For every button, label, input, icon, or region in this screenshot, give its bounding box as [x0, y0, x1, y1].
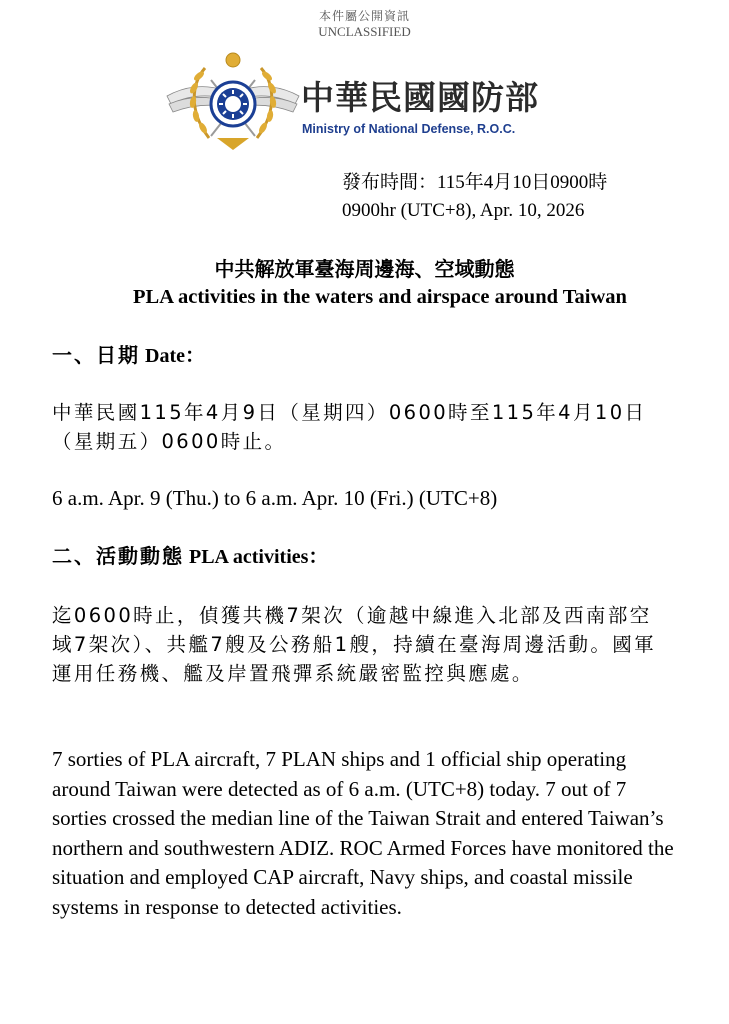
section-date-heading [52, 341, 205, 370]
section-activities-body-en: 7 sorties of PLA aircraft, 7 PLAN ships and 1 official ship operating around Taiwan were detected as of 6 a.m. (UTC+8) today. 7 out of 7 sorties crossed the median line of the Taiwan Strait and entered Taiwan’s northern and southwestern ADIZ. ROC Armed Forces have monitored the situation and employed CAP aircraft, Navy ships, and coastal missile systems in response to detected activities. [52, 747, 674, 919]
release-time-zh: 發布時間：115年4月10日0900時 [342, 172, 608, 193]
section-activities-heading [52, 542, 328, 571]
classification-zh: 本件屬公開資訊 [318, 9, 410, 23]
section-date-body-zh: 中華民國115年4月9日（星期四）0600時至115年4月10日（星期五）0600時止。 [52, 401, 647, 453]
section-date-body-en: 6 a.m. Apr. 9 (Thu.) to 6 a.m. Apr. 10 (Fri.) (UTC+8) [52, 486, 498, 510]
release-time-en: 0900hr (UTC+8), Apr. 10, 2026 [342, 200, 585, 221]
document-title-zh: 中共解放軍臺海周邊海、空域動態 [214, 257, 515, 281]
ministry-name-en: Ministry of National Defense, R.O.C. [302, 122, 516, 136]
classification-en: UNCLASSIFIED [318, 24, 411, 39]
section-activities-heading-zh: 二、活動動態 [52, 544, 184, 568]
ministry-name-zh: 中華民國國防部 [301, 78, 539, 117]
ministry-of-national-defense-emblem-icon [165, 50, 301, 154]
section-date-heading-zh: 一、日期 [52, 343, 140, 367]
section-activities-body-zh: 迄0600時止，偵獲共機7架次（逾越中線進入北部及西南部空域7架次）、共艦7艘及公務船1艘，持續在臺海周邊活動。國軍運用任務機、艦及岸置飛彈系統嚴密監控與應處。 [52, 604, 657, 685]
section-date-heading-en: Date： [140, 345, 205, 367]
document-title-en: PLA activities in the waters and airspace around Taiwan [133, 286, 627, 308]
section-activities-heading-en: PLA activities： [184, 546, 329, 568]
